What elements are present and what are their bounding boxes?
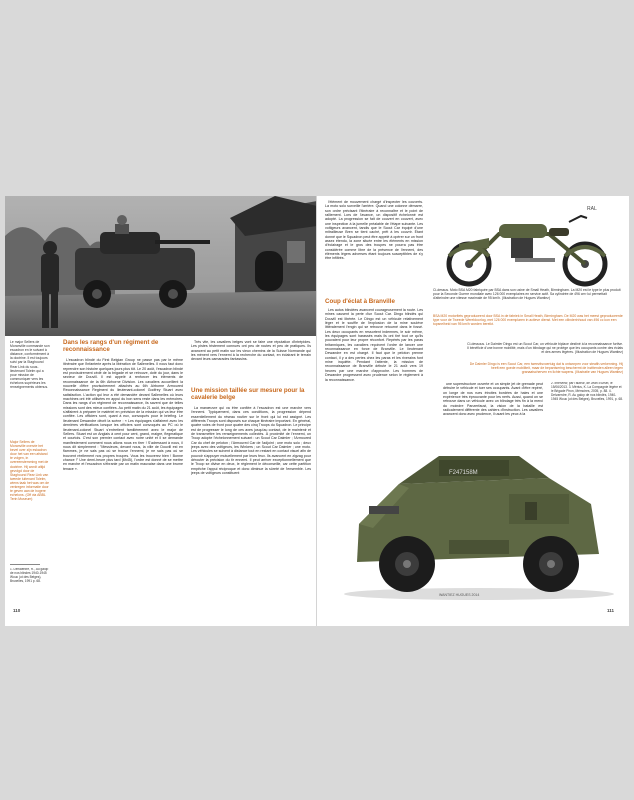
footnote-1: 1. Delvaerdre, R., Au galop de nos blindes 1940-1945 Wouc (ut des Belges), Bruxelles, 1991 p. 68.	[10, 568, 49, 583]
body-text-col2: une superstructure ouverte et un simple jet de grenade peut détruire le véhicule et tuer ses occupants. Avant d'être repéré, on longe de nos rues étroites bordées de haies et une expérience très éprouvante pour les nerfs. Aussi, quand on se retrouve dans un véhicule avec un blindage très fin à la merci du moindre Panzerfaust, la vision de la bataille est radicalement différente des cahiers d'instruction. Les cavaliers avancent donc avec prudence, il usant les yeux à la	[443, 382, 543, 417]
section-heading-branville: Coup d'éclat à Branville	[325, 298, 395, 305]
body-text-col3b: La manœuvre qui va être confiée à l'escadron est une marche vers l'ennemi. Typiquement, dans ces conditions, la progression dépend essentiellement du réseau routier sur le front qui lui est assigné. Les différents Troops sont disposés sur chaque itinéraire important. En général, quatre voies de front pour quatre des cinq Troops du Squadron. Le principe est de progresser le long de ces axes jusqu'au contact, de le maintenir et de transmettre les renseignements collectés. À proximité de l'ennemi, un Troop adopte l'échelonnement suivant : un Scout Car Daimler ; l'Armoured Car du chef de peloton ; l'Armoured Car de l'adjoint ; une moto solo ; deux jeeps avec des voltigeurs, les Winkers ; un Scout Car Daimler ; une moto. Les véhicules se suivent à distance tout en restant en contact visuel afin de pouvoir s'appuyer mutuellement par leurs feux. Ils avancent en zigzag pour dérouter la précision du tir ennemi. Il peut arriver exceptionnellement que le Troop se divise en deux, le règlement le déconseille, car cette partition empêche l'appui réciproque et donc diminue la sûreté de l'ensemble. Les jeeps de voltigeurs constituent	[191, 406, 311, 476]
footnotes-right: 2. Interview, par l'auteur, de Jean d'Ursel, le 15/06/2013. 3. Mérius, K. La Compagnie légère et le Brigade Piron, Mémoires, 2005, p. 88. 4. Delvaerdre, R. Au galop de nos blindés, 1940-1945 Wouc (ut des Belges), Bruxelles, 1991, p. 68.	[551, 382, 623, 401]
section-heading-regiment: Dans les rangs d'un régiment de reconnaissance	[63, 339, 159, 353]
dingo-caption-nl: De Daimler Dingo is een Scout Car, een tweezitsvoertuig dat is ontworpen voor stealth-verkenning. Hij heeft een goede mobiliteit, maar de bepantsering beschermt de inzittenden alleen tegen granaatscherven en lichte wapens. (Illustratie van Hugues Wantiez)	[469, 362, 623, 375]
staghound-photo	[5, 196, 317, 336]
right-page	[317, 196, 629, 626]
page-number-right: 111	[607, 608, 615, 613]
left-page	[5, 196, 317, 626]
bsa-m20-motorcycle-illustration	[429, 198, 625, 288]
body-text-col3a: Très vite, les cavaliers belges vont se faire une réputation d'intrépides. Les pistes tristement connues ont peu de routes et peu de pratiques. Ils avancent au petit matin sur les vieux chemins de la Suisse Normande qui les mènent vers l'ennemi à la recherche du contact, en éclairant le terrain devant leurs camarades fantassins.	[191, 340, 311, 362]
body-text-col1: l'élément de mouvement chargé d'inspecter les couverts. La moto solo surveille l'arrière. Quand une colonne démarre, son ordre précisant l'itinéraire à reconnaître et le point de ralliement. Lors de l'avance, un dispositif échelonné est adopté. La progression se fait de couvert en couvert, avec une inspection à la jumelle préalable de l'étape suivante. Les voltigeurs avancent, tandis que le Scout Car équipé d'une mitrailleuse Bren se tient caché, prêt à les couvrir. Étant donné que le Squadron peut être appelé à opérer sur un front assez étendu, la zone située entre les éléments en mission d'éclairage et le gros des troupes ne pourra pas être considérée comme libre de la présence de l'ennemi, des éléments légers adverses étant toujours susceptibles de s'y être infiltrés.	[325, 200, 423, 261]
page-number-left: 110	[13, 608, 21, 613]
dingo-credit: WANTIEZ HUGUES 2014	[439, 593, 480, 597]
daimler-dingo-illustration	[329, 444, 621, 604]
moto-caption-nl: BSA M20 motorfiets geproduceerd door BSA in de fabriek in Small Heath, Birmingham. De M20 was het meest geproduceerde type voor de Tweede Wereldoorlog, met 126 000 exemplaren in actieve dienst. Met een cilinderinhoud van 496 cc kon een topsnelheid van 95 km/h worden bereikt.	[433, 314, 623, 327]
moto-caption-fr: Ci-dessus. Moto BSA M20 fabriquée par BSA dans son usine de Small Heath, Birmingham. La M20 est le type le plus produit pour la Seconde Guerre mondiale avec 126 000 exemplaires en service actif. Sa cylindrée de 496 cm³ lui permettait d'atteindre une vitesse maximale de 95 km/h. (Illustration de Hugues Wantiez)	[433, 288, 621, 301]
moto-plate: RAL	[587, 206, 597, 212]
photo-caption-nl: Major Sellers de Moranville overzie het bevel over zijn eskadron door het van een afstand te volgen, in overeenstemming met de doctrine. Hij wordt altijd gevolgd door de Staghound Rear Link van tweede luitenant Tolelm, wiens taak het was om de verkregen informatie door te geven aan de hogere echelons. (Off via ABBL Terin Museum)	[10, 440, 50, 502]
dingo-caption-fr: Ci-dessous. Le Daimler Dingo est un Scout Car, un véhicule biplace destiné à la reconnaissance furtive. Il bénéficie d'une bonne mobilité, mais d'un blindage qui ne protège que les occupants contre des éclats et des armes légères. (Illustration de Hugues Wantiez)	[467, 342, 623, 355]
section-heading-mission: Une mission taillée sur mesure pour la cavalerie belge	[191, 387, 305, 401]
dingo-plate: F247158M	[449, 470, 478, 476]
body-text-col1b: Les autos blindées avancent courageusement la route. Les mines causent la perte d'un Scout Car. Dingo blindés qui Douvill est libérée. Le Dingo est un véhicule relativement léger et le souffle de l'explosion de la mine soulève littéralement l'engin qui se retrouve retourné dans le fossé. Les deux occupants en ressortent indemnes, le soir même, les équipages sont harassés mais ils ont tiré tout ce qu'ils pouvaient pour leur propre réconfort. Repérés par les paras britanniques, les cavaliers reçoivent l'ordre de lancer une reconnaissance en force de Branville. Le lieutenant Dewandre en est chargé. Il faut que le peloton prenne contact, il y a des pertes chez les paras et les riverains font mine inquiète. Pendant l'attente, la mission de reconnaissance de Branville débute le 21 août vers 19 heures par une marche d'approche. Les hommes de Dewandre progressent avec prudence selon le règlement à la reconnaissance.	[325, 308, 423, 382]
footnote-rule	[10, 564, 40, 565]
body-text-col2: L'escadron blindé du First Belgian Group ne passe pas par le même itinéraire que l'infanterie après la libération de Sallenelles. Il nous faut donc reprendre son histoire quelques jours plus tôt. Le 20 août, l'escadron blindé est provisoirement cédé de la brigade et se retrouve, doté du jour, dans le secteur de Douvill. Il est appelé à renforcer les éléments de reconnaissance de la 6th Airborne Division. Les cavaliers accueillent la nouvelle d'être provisoirement attachés au 6th Airborne Armoured Reconnaissance Regiment du lieutenant-colonel Godfrey Stuart avec satisfaction. L'action qui leur a été demandée devant Sallenelles où leurs machines ont été utilisées en appui du bon sens reste dans les mémoires. Dans les rangs d'un régiment de reconnaissance, ils savent que de telles missions sont des mieux confiées. Au petit matin du 21 août, les équipages s'affairent à préparer le matériel en prévision de la mission qui va leur être confiée. Les officiers sont, quant à eux, convoqués pour le briefing. Le lieutenant Dewandre décrit la scène : « Les équipages s'affairent avec les dernières vérifications lorsque les officiers sont convoqués au PC où le lieutenant-colonel Stuart s'entretient familièrement avec le major de Sellers. Stuart est un Anglais à cent pour cent, grand, maigre, flegmatique et courtois. C'est son premier contact avec notre unité et il se demande manifestement comment nous allons nous en tirer ! S'adressant à nous, il nous dit simplement : "Messieurs, devant nous, la ville de Douvill est en flammes, je ne sais pas où se trouve l'ennemi, je ne sais pas où se trouvent réellement nos propres troupes. Vous les trouverez bien ! Bonne chance !" Une demi-heure plus tard (6h45), l'ordre est donné de se mettre en marche et l'escadron s'ébranle par un matin mauvaise dans une brume tenace ».	[63, 358, 183, 471]
photo-caption-fr: Le major Sellers de Moranville commande son escadron en le suivant à distance, conformément à la doctrine. Il est toujours suivi par la Staghound Rear Link du sous-lieutenant Tolelm qui a pour mission de communiquer vers les échelons supérieurs les renseignements obtenus.	[10, 340, 50, 390]
